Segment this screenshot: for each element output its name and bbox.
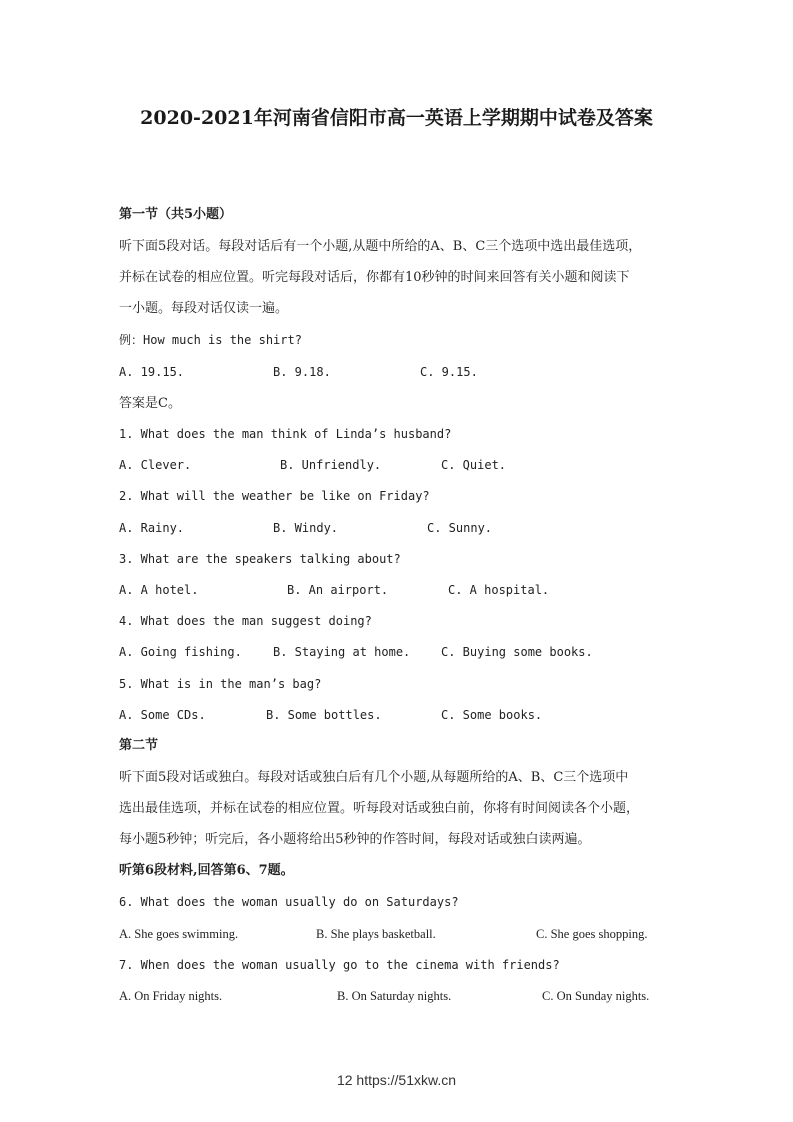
- question-2: 2. What will the weather be like on Friday?: [119, 489, 430, 503]
- q2-option-b: B. Windy.: [273, 521, 339, 535]
- q4-option-b: B. Staying at home.: [273, 645, 411, 659]
- q7-option-b: B. On Saturday nights.: [337, 989, 452, 1003]
- q3-option-b: B. An airport.: [287, 583, 389, 597]
- document-title: 2020-2021年河南省信阳市高一英语上学期期中试卷及答案: [140, 107, 653, 129]
- q1-option-a: A. Clever.: [119, 458, 192, 472]
- section1-instruction-line: 并标在试卷的相应位置。听完每段对话后，你都有10秒钟的时间来回答有关小题和阅读下: [119, 270, 630, 285]
- example-question: 例：How much is the shirt?: [119, 333, 302, 347]
- q3-option-c: C. A hospital.: [448, 583, 550, 597]
- q4-option-c: C. Buying some books.: [441, 645, 593, 659]
- q6-option-a: A. She goes swimming.: [119, 927, 239, 941]
- q7-option-c: C. On Sunday nights.: [542, 989, 650, 1003]
- q3-option-a: A. A hotel.: [119, 583, 199, 597]
- q5-option-c: C. Some books.: [441, 708, 543, 722]
- question-1: 1. What does the man think of Linda’s husband?: [119, 427, 452, 441]
- example-option-b: B. 9.18.: [273, 365, 331, 379]
- page-footer: 12 https://51xkw.cn: [336, 1072, 457, 1088]
- question-6: 6. What does the woman usually do on Saturdays?: [119, 895, 459, 909]
- q4-option-a: A. Going fishing.: [119, 645, 242, 659]
- q5-option-b: B. Some bottles.: [266, 708, 382, 722]
- q1-option-c: C. Quiet.: [441, 458, 507, 472]
- section2-instruction-line: 听下面5段对话或独白。每段对话或独白后有几个小题,从每题所给的A、B、C三个选项中: [119, 770, 629, 785]
- question-3: 3. What are the speakers talking about?: [119, 552, 401, 566]
- section2-material: 听第6段材料,回答第6、7题。: [119, 863, 294, 878]
- q7-option-a: A. On Friday nights.: [119, 989, 223, 1003]
- example-answer: 答案是C。: [119, 396, 181, 411]
- q5-option-a: A. Some CDs.: [119, 708, 206, 722]
- section2-instruction-line: 选出最佳选项，并标在试卷的相应位置。听每段对话或独白前，你将有时间阅读各个小题，: [119, 801, 640, 816]
- q6-option-c: C. She goes shopping.: [536, 927, 648, 941]
- section2-heading: 第二节: [119, 738, 159, 753]
- q2-option-c: C. Sunny.: [427, 521, 493, 535]
- question-7: 7. When does the woman usually go to the cinema with friends?: [119, 958, 560, 972]
- example-option-c: C. 9.15.: [420, 365, 478, 379]
- q1-option-b: B. Unfriendly.: [280, 458, 382, 472]
- section2-instruction-line: 每小题5秒钟；听完后，各小题将给出5秒钟的作答时间，每段对话或独白读两遍。: [119, 832, 591, 847]
- section1-heading: 第一节（共5小题）: [119, 207, 233, 222]
- q6-option-b: B. She plays basketball.: [316, 927, 436, 941]
- section1-instruction-line: 一小题。每段对话仅读一遍。: [119, 301, 289, 316]
- q2-option-a: A. Rainy.: [119, 521, 185, 535]
- question-5: 5. What is in the man’s bag?: [119, 677, 322, 691]
- question-4: 4. What does the man suggest doing?: [119, 614, 372, 628]
- example-option-a: A. 19.15.: [119, 365, 185, 379]
- section1-instruction-line: 听下面5段对话。每段对话后有一个小题,从题中所给的A、B、C三个选项中选出最佳选项，: [119, 239, 642, 254]
